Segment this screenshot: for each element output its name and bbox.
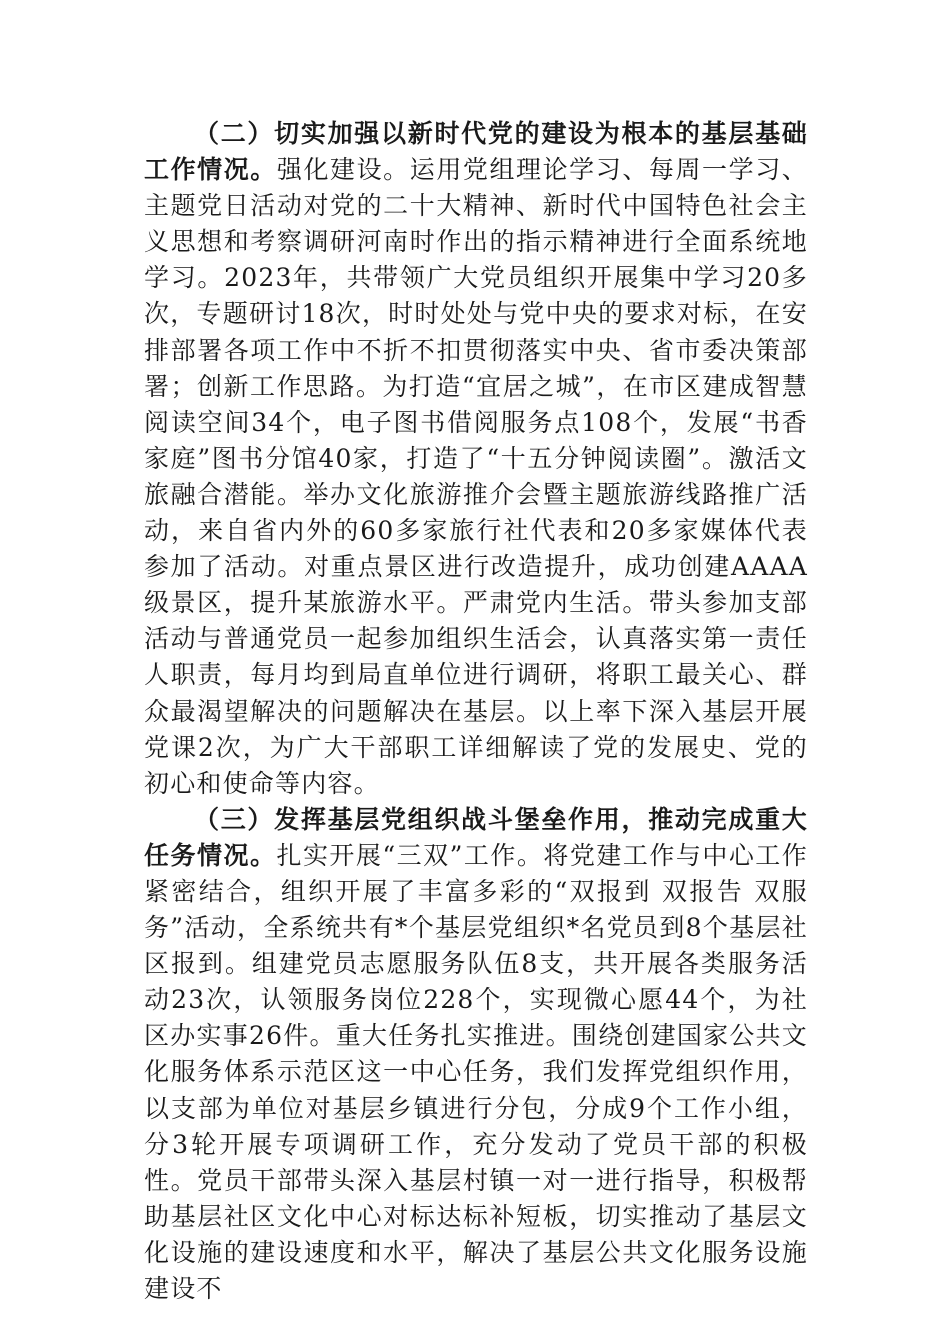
section-body-3: 扎实开展“三双”工作。将党建工作与中心工作紧密结合，组织开展了丰富多彩的“双报到 双报告 双服务”活动，全系统共有*个基层党组织*名党员到8个基层社区报到。组建党员志愿服务队伍8支，共开展各类服务活动23次，认领服务岗位228个，实现微心愿44个，为社区办实事26件。重大任务扎实推进。围绕创建国家公共文化服务体系示范区这一中心任务，我们发挥党组织作用，以支部为单位对基层乡镇进行分包，分成9个工作小组，分3轮开展专项调研工作，充分发动了党员干部的积极性。党员干部带头深入基层村镇一对一进行指导，积极帮助基层社区文化中心对标达标补短板，切实推动了基层文化设施的建设速度和水平，解决了基层公共文化服务设施建设不 <box>144 840 808 1303</box>
section-body-2: 强化建设。运用党组理论学习、每周一学习、主题党日活动对党的二十大精神、新时代中国特色社会主义思想和考察调研河南时作出的指示精神进行全面系统地学习。2023年，共带领广大党员组织开展集中学习20多次，专题研讨18次，时时处处与党中央的要求对标，在安排部署各项工作中不折不扣贯彻落实中央、省市委决策部署；创新工作思路。为打造“宜居之城”，在市区建成智慧阅读空间34个，电子图书借阅服务点108个，发展“书香家庭”图书分馆40家，打造了“十五分钟阅读圈”。激活文旅融合潜能。举办文化旅游推介会暨主题旅游线路推广活动，来自省内外的60多家旅行社代表和20多家媒体代表参加了活动。对重点景区进行改造提升，成功创建AAAA级景区，提升某旅游水平。严肃党内生活。带头参加支部活动与普通党员一起参加组织生活会，认真落实第一责任人职责，每月均到局直单位进行调研，将职工最关心、群众最渴望解决的问题解决在基层。以上率下深入基层开展党课2次，为广大干部职工详细解读了党的发展史、党的初心和使命等内容。 <box>144 155 808 798</box>
section-heading-2: （二）切实加强以新时代党的建设为根本的基层基础工作情况。 <box>144 119 808 185</box>
document-body <box>144 116 808 1307</box>
section-paragraph-3 <box>144 802 808 1307</box>
section-heading-3: （三）发挥基层党组织战斗堡垒作用，推动完成重大任务情况。 <box>144 804 808 870</box>
section-paragraph-2 <box>144 116 808 802</box>
